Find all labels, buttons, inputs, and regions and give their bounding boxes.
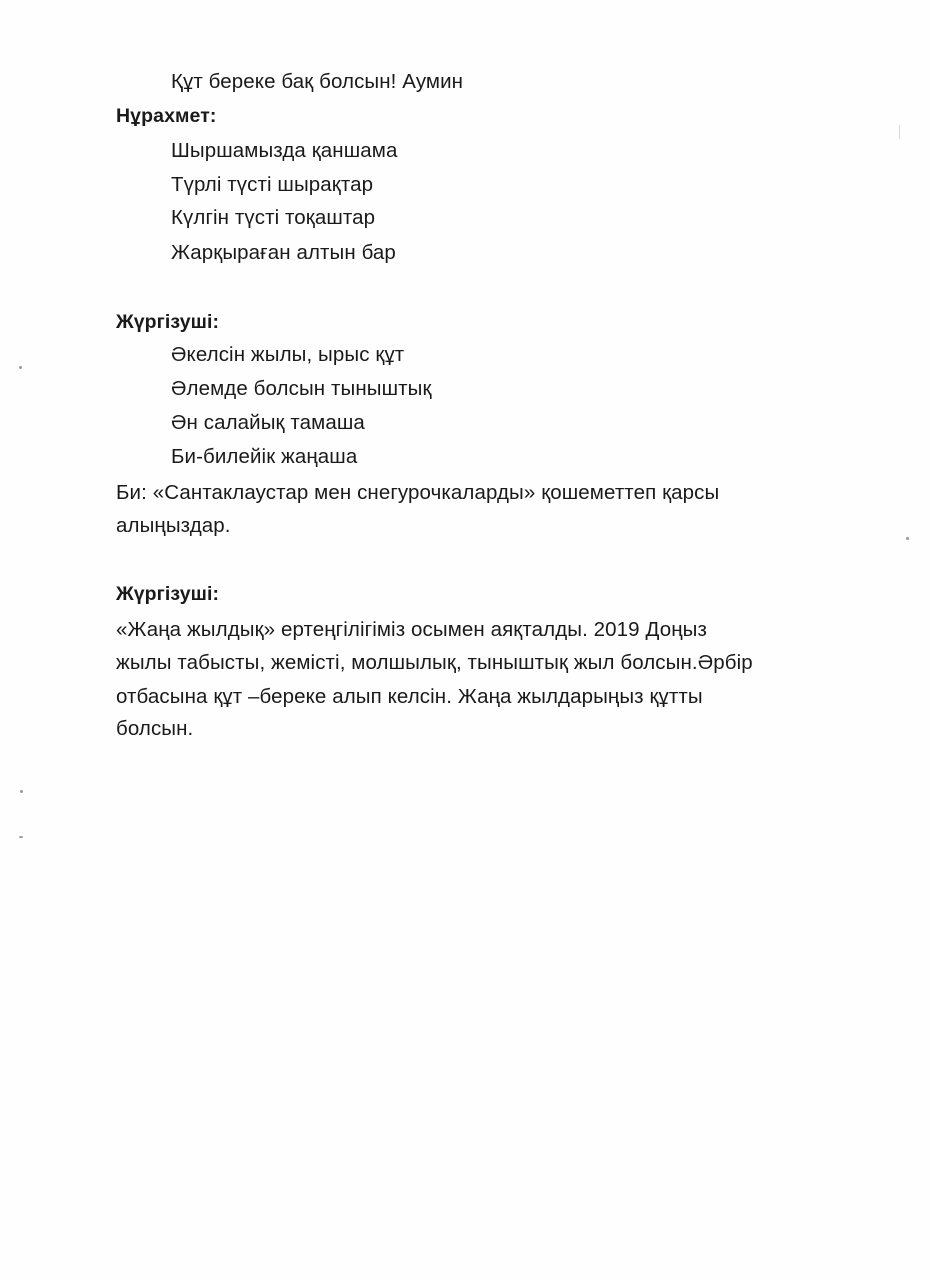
speaker-label-host: Жүргізуші: xyxy=(116,583,220,605)
prose-line: отбасына құт –береке алып келсін. Жаңа жылдарыңыз құтты xyxy=(116,685,703,708)
scan-speck xyxy=(19,836,23,838)
verse-line: Түрлі түсті шырақтар xyxy=(171,173,374,196)
speaker-label-nurakhmet: Нұрахмет: xyxy=(116,105,217,127)
verse-line: Жарқыраған алтын бар xyxy=(171,241,396,264)
speaker-label-host: Жүргізуші: xyxy=(116,311,220,333)
verse-line: Би-билейік жаңаша xyxy=(171,445,358,468)
scan-edge-mark xyxy=(899,125,900,139)
prose-line: Би: «Сантаклаустар мен снегурочкаларды» қошеметтеп қарсы xyxy=(116,481,720,504)
verse-line: Күлгін түсті тоқаштар xyxy=(171,206,376,229)
verse-line: Құт береке бақ болсын! Аумин xyxy=(171,70,464,93)
prose-line: «Жаңа жылдық» ертеңгілігіміз осымен аяқталды. 2019 Доңыз xyxy=(116,618,707,641)
scan-speck xyxy=(19,366,22,369)
verse-line: Әкелсін жылы, ырыс құт xyxy=(171,343,405,366)
scan-speck xyxy=(20,790,23,793)
scan-speck xyxy=(906,537,909,540)
verse-line: Әлемде болсын тыныштық xyxy=(171,377,432,400)
prose-line: жылы табысты, жемісті, молшылық, тыныштық жыл болсын.Әрбір xyxy=(116,651,753,674)
prose-line: болсын. xyxy=(116,717,194,740)
verse-line: Ән салайық тамаша xyxy=(171,411,365,434)
prose-line: алыңыздар. xyxy=(116,514,231,537)
verse-line: Шыршамызда қаншама xyxy=(171,139,398,162)
